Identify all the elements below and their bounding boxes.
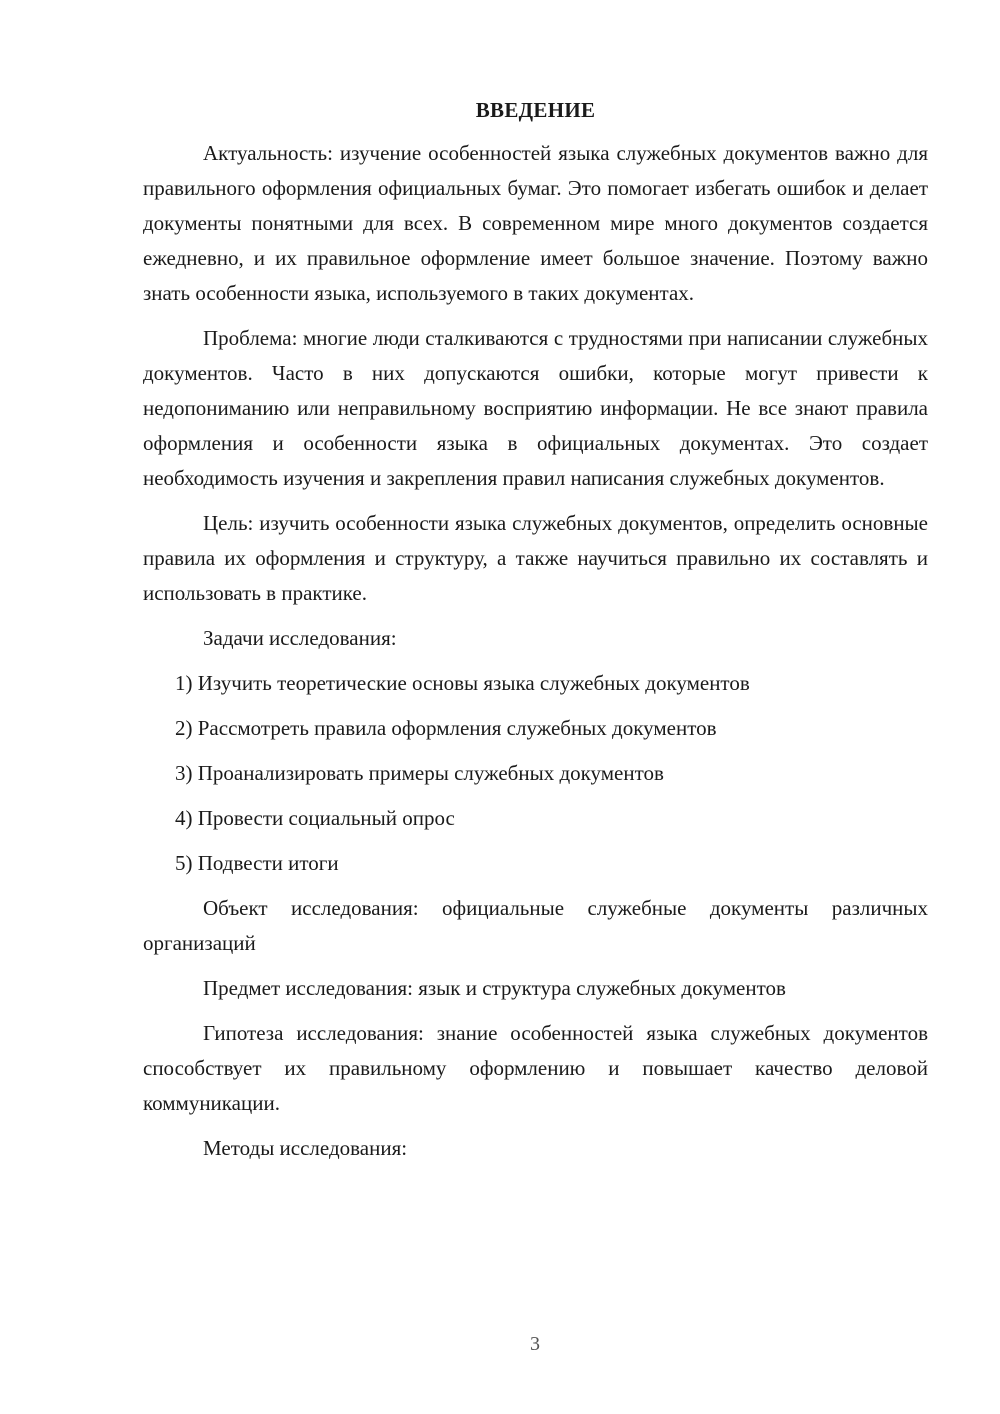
subject-paragraph: Предмет исследования: язык и структура служебных документов	[203, 976, 786, 1000]
task-item: 2) Рассмотреть правила оформления служебных документов	[175, 716, 717, 740]
task-item: 4) Провести социальный опрос	[175, 806, 455, 830]
problem-paragraph: Проблема: многие люди сталкиваются с трудностями при написании служебных документов. Часто в них допускаются ошибки, которые могут привести к недопониманию или неправильному восприятию информации. Не все знают правила оформления и особенности языка в официальных документах. Это создает необходимость изучения и закрепления правил написания служебных документов.	[143, 326, 928, 490]
tasks-heading: Задачи исследования:	[203, 626, 397, 650]
task-item: 1) Изучить теоретические основы языка служебных документов	[175, 671, 750, 695]
object-paragraph: Объект исследования: официальные служебные документы различных организаций	[143, 896, 928, 955]
section-title: ВВЕДЕНИЕ	[475, 98, 596, 122]
relevance-paragraph: Актуальность: изучение особенностей языка служебных документов важно для правильного оформления официальных бумаг. Это помогает избегать ошибок и делает документы понятными для всех. В современном мире много документов создается ежедневно, и их правильное оформление имеет большое значение. Поэтому важно знать особенности языка, используемого в таких документах.	[143, 141, 928, 305]
page-content	[143, 94, 928, 1166]
task-item: 5) Подвести итоги	[175, 851, 339, 875]
task-item: 3) Проанализировать примеры служебных документов	[175, 761, 664, 785]
page-number: 3	[530, 1333, 540, 1355]
methods-heading: Методы исследования:	[203, 1136, 408, 1160]
hypothesis-paragraph: Гипотеза исследования: знание особенностей языка служебных документов способствует их правильному оформлению и повышает качество деловой коммуникации.	[143, 1021, 928, 1115]
goal-paragraph: Цель: изучить особенности языка служебных документов, определить основные правила их оформления и структуру, а также научиться правильно их составлять и использовать в практике.	[143, 511, 928, 605]
tasks-list	[143, 666, 928, 881]
